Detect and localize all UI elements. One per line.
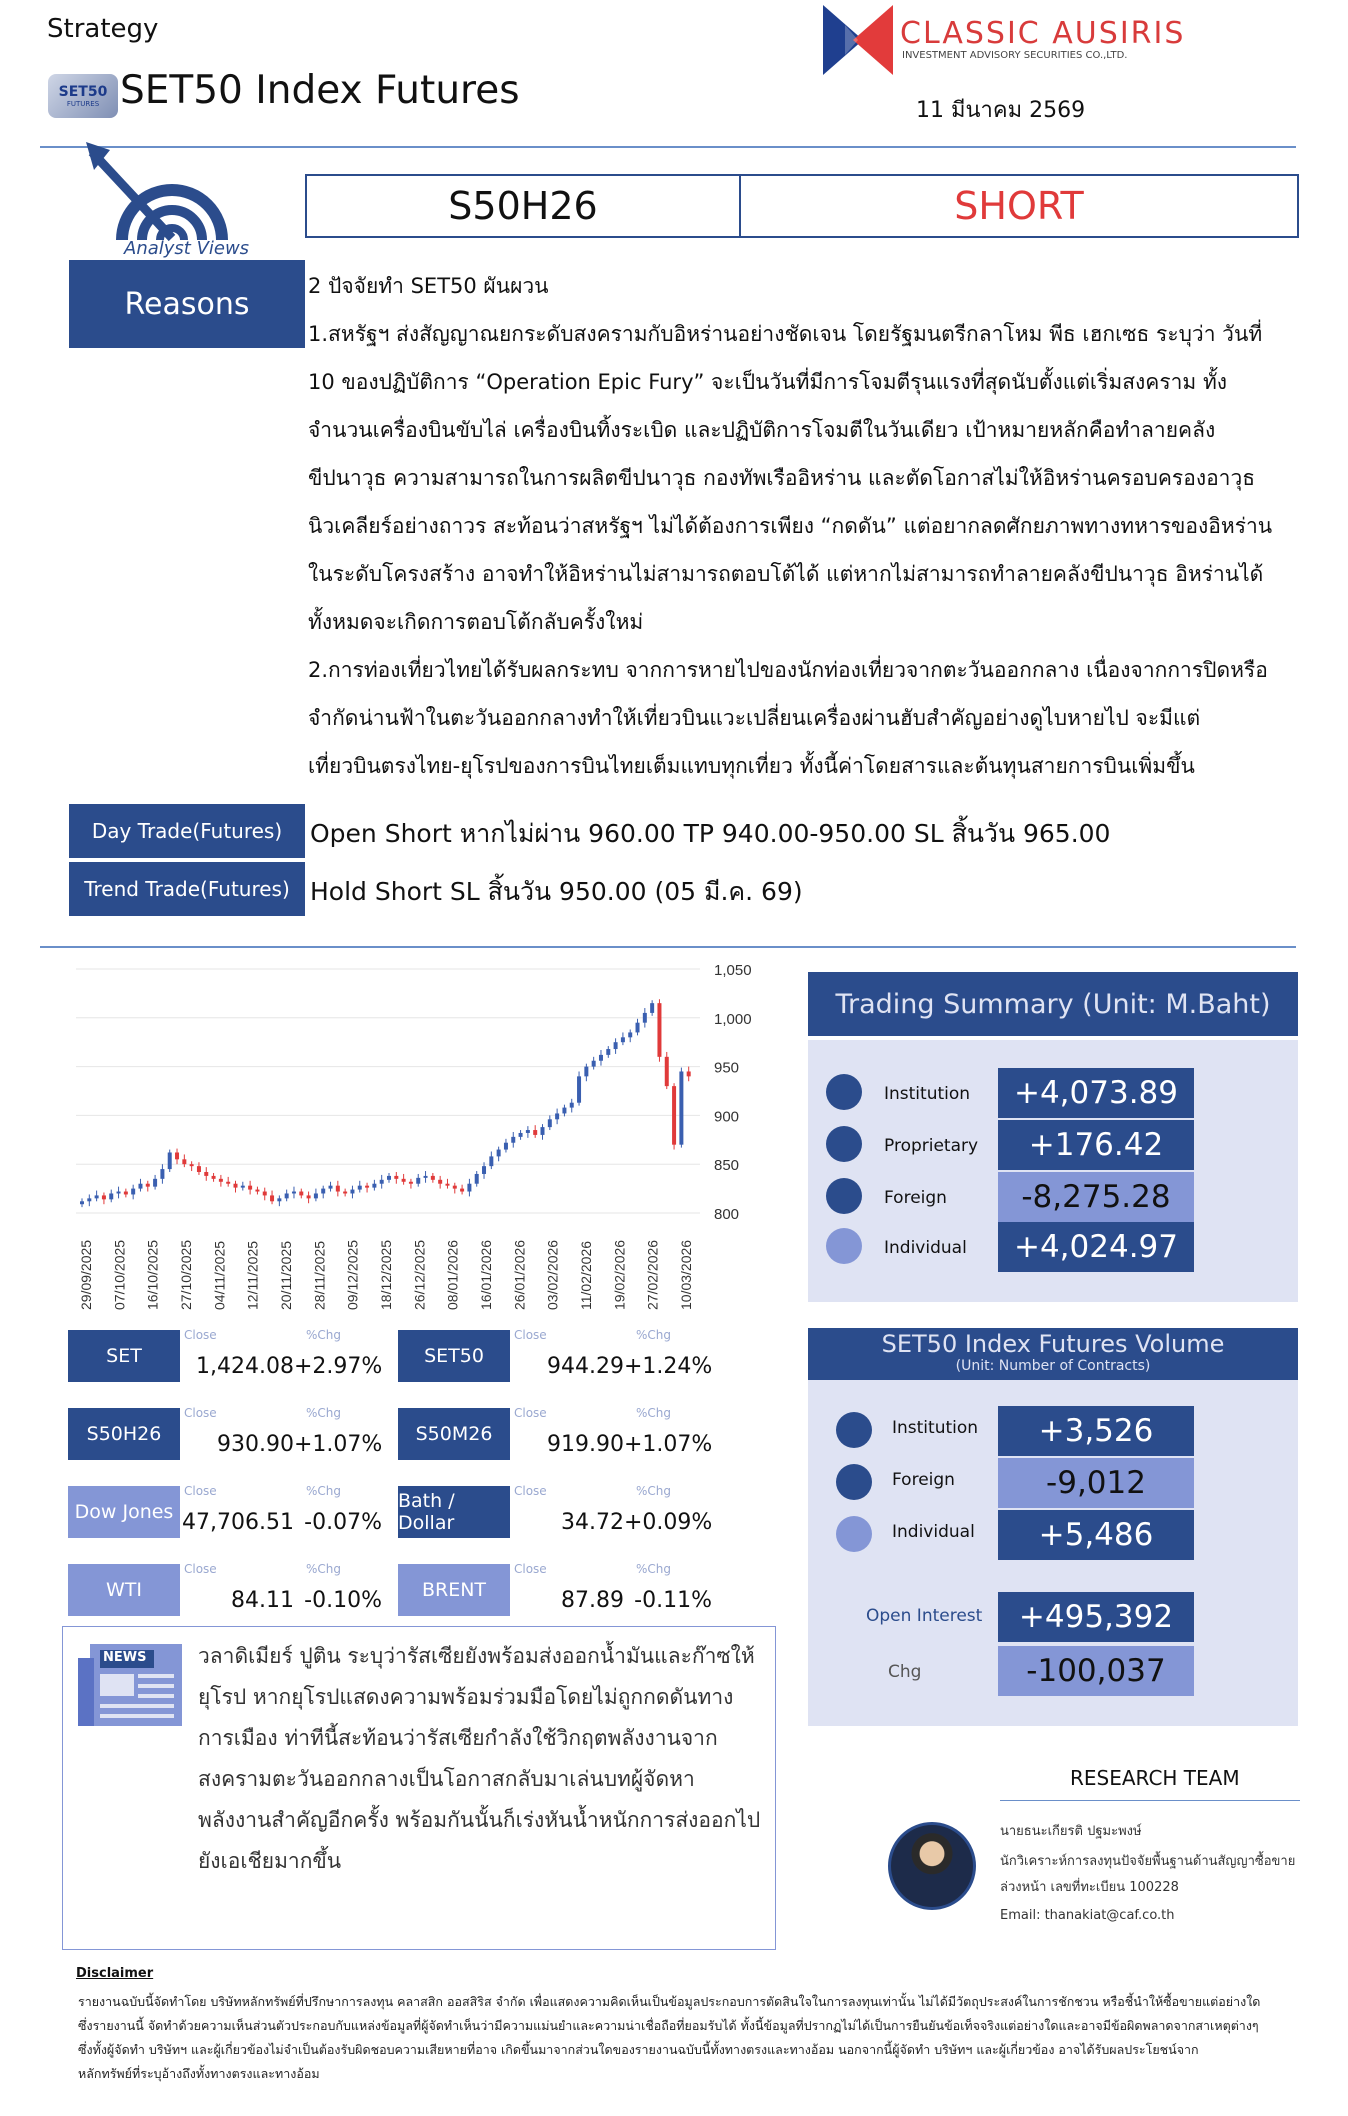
person-icon	[836, 1516, 872, 1552]
disclaimer-line: รายงานฉบับนี้จัดทำโดย บริษัทหลักทรัพย์ที่ปรึกษาการลงทุน คลาสสิก ออสสิริส จำกัด เพื่อแสดงความคิดเห็นเป็นข้อมูลประกอบการตัดสินใจในการลงทุนเท่านั้น ไม่ได้มีวัตถุประสงค์ในการชักชวน หรือชี้นำให้ซื้อขายแต่อย่างใด	[78, 1994, 1261, 2009]
candle-body	[204, 1172, 208, 1176]
candle-body	[343, 1192, 347, 1194]
quote-close-value: 944.29	[547, 1354, 624, 1379]
money-bag-icon	[836, 1464, 872, 1500]
candle-body	[80, 1201, 84, 1204]
y-tick-label: 950	[714, 1059, 740, 1077]
oi-chg-label: Chg	[888, 1662, 922, 1682]
chg-label: %Chg	[636, 1484, 672, 1498]
quote-chg-value: -0.10%	[304, 1588, 382, 1613]
futures-volume-label: Institution	[892, 1418, 979, 1438]
candle-body	[584, 1067, 588, 1077]
analyst-views-label: Analyst Views	[124, 238, 250, 259]
candle-body	[592, 1061, 596, 1067]
reason-line: 10 ของปฏิบัติการ “Operation Epic Fury” จะเป็นวันที่มีการโจมตีรุนแรงที่สุดนับตั้งแต่เริ่มสงคราม ทั้ง	[308, 370, 1228, 394]
futures-volume-value: +5,486	[998, 1510, 1194, 1560]
close-label: Close	[184, 1484, 217, 1498]
chg-label: %Chg	[306, 1406, 342, 1420]
building-icon	[836, 1412, 872, 1448]
futures-volume-value: -9,012	[998, 1458, 1194, 1508]
research-team-title: RESEARCH TEAM	[1070, 1766, 1240, 1790]
candle-body	[219, 1179, 223, 1182]
x-tick-label: 27/10/2025	[178, 1239, 194, 1310]
candle-body	[445, 1184, 449, 1186]
newspaper-icon	[76, 1640, 186, 1730]
open-interest-label: Open Interest	[866, 1606, 983, 1626]
news-badge: NEWS	[103, 1650, 147, 1665]
trading-summary-title: Trading Summary (Unit: M.Baht)	[808, 972, 1298, 1036]
candle-body	[526, 1130, 530, 1133]
candle-body	[358, 1186, 362, 1190]
trading-summary-value: +176.42	[998, 1120, 1194, 1170]
close-label: Close	[514, 1484, 547, 1498]
candle-body	[570, 1103, 574, 1108]
candle-body	[387, 1176, 391, 1180]
candle-body	[182, 1159, 186, 1164]
candle-body	[285, 1193, 289, 1198]
quote-chg-value: +2.97%	[294, 1354, 383, 1379]
disclaimer-line: ซึ่งรายงานนี้ จัดทำด้วยความเห็นส่วนตัวประกอบกับแหล่งข้อมูลที่ผู้จัดทำเห็นว่ามีความแม่นยำและความน่าเชื่อถือที่ยอมรับได้ ทั้งนี้ข้อมูลที่ปรากฏไม่ได้เป็นการยืนยันข้อเท็จจริงแต่อย่างใดและอาจมีข้อผิดพลาดจากสาเหตุต่างๆ	[78, 2018, 1259, 2033]
candle-body	[614, 1042, 618, 1049]
close-label: Close	[184, 1328, 217, 1342]
candle-body	[160, 1169, 164, 1179]
contract-position: SHORT	[954, 184, 1084, 228]
y-tick-label: 1,000	[714, 1010, 752, 1028]
candle-body	[497, 1150, 501, 1157]
candle-body	[533, 1130, 537, 1135]
candle-body	[365, 1186, 369, 1188]
open-interest-value: +495,392	[998, 1592, 1194, 1642]
news-line: ยังเอเชียมากขึ้น	[198, 1849, 342, 1873]
news-line: ยุโรป หากยุโรปแสดงความพร้อมร่วมมือโดยไม่ถูกกดดันทาง	[198, 1685, 734, 1709]
trading-summary-value: +4,024.97	[998, 1222, 1194, 1272]
building-icon	[826, 1074, 862, 1110]
quote-close-value: 87.89	[561, 1588, 624, 1613]
trading-summary-value: +4,073.89	[998, 1068, 1194, 1118]
reason-line: 2 ปัจจัยทำ SET50 ผันผวน	[308, 274, 549, 298]
quote-name-tile: SET	[68, 1330, 180, 1382]
candle-body	[255, 1190, 259, 1192]
trading-summary-value: -8,275.28	[998, 1172, 1194, 1222]
candle-body	[577, 1076, 581, 1102]
candle-body	[117, 1192, 121, 1194]
news-line: วลาดิเมียร์ ปูติน ระบุว่ารัสเซียยังพร้อมส่งออกน้ำมันและก๊าซให้	[198, 1644, 755, 1668]
chg-label: %Chg	[636, 1328, 672, 1342]
quote-name-tile: WTI	[68, 1564, 180, 1616]
page-title: SET50 Index Futures	[120, 68, 520, 113]
analyst-avatar	[888, 1822, 976, 1910]
set50-futures-logo	[48, 74, 118, 118]
quote-close-value: 34.72	[561, 1510, 624, 1535]
x-tick-label: 27/02/2026	[644, 1239, 661, 1310]
reasons-label: Reasons	[69, 260, 305, 348]
candle-body	[212, 1176, 216, 1179]
candle-body	[307, 1195, 311, 1198]
quote-chg-value: -0.11%	[634, 1588, 712, 1613]
candle-body	[380, 1180, 384, 1184]
futures-volume-value: +3,526	[998, 1406, 1194, 1456]
reason-line: ทั้งหมดจะเกิดการตอบโต้กลับครั้งใหม่	[308, 610, 644, 634]
candle-body	[109, 1193, 113, 1199]
candle-body	[350, 1190, 354, 1194]
quote-close-value: 919.90	[547, 1432, 624, 1457]
disclaimer-line: หลักทรัพย์ที่ระบุอ้างถึงทั้งทางตรงและทางอ้อม	[78, 2066, 320, 2081]
reasons-text	[308, 262, 1298, 790]
x-tick-label: 16/01/2026	[478, 1239, 494, 1310]
x-tick-label: 26/12/2025	[411, 1239, 428, 1310]
candle-body	[555, 1113, 559, 1119]
candle-body	[336, 1186, 340, 1192]
set50-candlestick-chart	[70, 955, 790, 1315]
globe-people-icon	[826, 1126, 862, 1162]
candle-body	[241, 1186, 245, 1188]
candle-body	[372, 1184, 376, 1188]
report-date: 11 มีนาคม 2569	[916, 98, 1086, 123]
y-tick-label: 1,050	[714, 962, 752, 979]
chg-label: %Chg	[636, 1562, 672, 1576]
y-tick-label: 900	[714, 1108, 740, 1126]
candle-body	[511, 1137, 515, 1143]
x-tick-label: 19/02/2026	[611, 1239, 628, 1310]
candle-body	[329, 1186, 333, 1189]
candle-body	[636, 1023, 640, 1033]
candle-body	[650, 1003, 654, 1013]
strategy-label: Strategy	[47, 14, 159, 44]
reason-line: ในระดับโครงสร้าง อาจทำให้อิหร่านไม่สามารถตอบโต้ได้ แต่หากไม่สามารถทำลายคลังขีปนาวุธ อิหร่านได้	[308, 562, 1264, 586]
disclaimer-title: Disclaimer	[76, 1966, 154, 1981]
y-tick-label: 850	[714, 1157, 740, 1175]
candle-body	[541, 1127, 545, 1135]
candle-body	[248, 1186, 252, 1190]
candle-body	[190, 1164, 194, 1166]
candle-body	[138, 1184, 142, 1189]
company-sub: INVESTMENT ADVISORY SECURITIES CO.,LTD.	[902, 50, 1128, 61]
candle-body	[314, 1193, 318, 1198]
person-icon	[826, 1228, 862, 1264]
money-bag-icon	[826, 1178, 862, 1214]
candle-body	[599, 1055, 603, 1061]
futures-volume-label: Foreign	[892, 1470, 955, 1490]
reason-line: 2.การท่องเที่ยวไทยได้รับผลกระทบ จากการหายไปของนักท่องเที่ยวจากตะวันออกกลาง เนื่องจากการปิดหรือ	[308, 658, 1268, 682]
candle-body	[621, 1037, 625, 1042]
quote-name-tile: Bath / Dollar	[398, 1486, 510, 1538]
candle-body	[687, 1071, 691, 1076]
candle-body	[548, 1119, 552, 1127]
candle-body	[175, 1152, 179, 1159]
reason-line: จำนวนเครื่องบินขับไล่ เครื่องบินทิ้งระเบิด และปฏิบัติการโจมตีในวันเดียว เป้าหมายหลักคือทำลายคลัง	[308, 418, 1216, 442]
candle-body	[467, 1184, 471, 1192]
quote-chg-value: +0.09%	[624, 1510, 713, 1535]
x-tick-label: 12/11/2025	[244, 1240, 261, 1310]
close-label: Close	[514, 1562, 547, 1576]
candle-body	[475, 1174, 479, 1184]
x-tick-label: 08/01/2026	[444, 1239, 461, 1310]
section-divider	[40, 946, 1296, 948]
x-tick-label: 20/11/2025	[278, 1240, 294, 1310]
trading-summary-label: Individual	[884, 1238, 967, 1258]
candle-body	[153, 1179, 157, 1187]
candle-body	[234, 1184, 238, 1188]
candle-body	[643, 1013, 647, 1023]
candle-body	[226, 1182, 230, 1184]
analyst-email: Email: thanakiat@caf.co.th	[1000, 1908, 1175, 1923]
reason-line: นิวเคลียร์อย่างถาวร สะท้อนว่าสหรัฐฯ ไม่ได้ต้องการเพียง “กดดัน” แต่อยากลดศักยภาพทางทหารของอิหร่าน	[308, 514, 1273, 538]
futures-volume-subtitle: (Unit: Number of Contracts)	[955, 1358, 1151, 1374]
x-tick-label: 07/10/2025	[111, 1239, 128, 1310]
company-name: CLASSIC AUSIRIS	[900, 16, 1186, 51]
futures-volume-header	[808, 1328, 1298, 1380]
analyst-role-1: นักวิเคราะห์การลงทุนปัจจัยพื้นฐานด้านสัญญาซื้อขาย	[1000, 1854, 1296, 1869]
close-label: Close	[184, 1562, 217, 1576]
close-label: Close	[184, 1406, 217, 1420]
candle-body	[299, 1192, 303, 1196]
logo-badge-sub: FUTURES	[66, 100, 100, 108]
candle-body	[168, 1152, 172, 1169]
candle-body	[562, 1108, 566, 1114]
quote-close-value: 930.90	[217, 1432, 294, 1457]
news-text	[198, 1636, 768, 1882]
x-tick-label: 29/09/2025	[78, 1239, 94, 1310]
candle-body	[482, 1166, 486, 1174]
futures-volume-label: Individual	[892, 1522, 975, 1542]
candle-body	[95, 1195, 99, 1198]
quote-chg-value: -0.07%	[304, 1510, 382, 1535]
trend-trade-text: Hold Short SL สิ้นวัน 950.00 (05 มี.ค. 69)	[310, 877, 803, 906]
candle-body	[402, 1179, 406, 1182]
trend-trade-label: Trend Trade(Futures)	[69, 862, 305, 916]
candle-body	[665, 1057, 669, 1086]
quote-name-tile: SET50	[398, 1330, 510, 1382]
trading-summary-label: Proprietary	[884, 1136, 979, 1156]
disclaimer-line: ซึ่งทั้งผู้จัดทำ บริษัทฯ และผู้เกี่ยวข้องไม่จำเป็นต้องรับผิดชอบความเสียหายที่อาจ เกิดขึ้นมาจากส่วนใดของรายงานฉบับนี้ทั้งทางตรงและทางอ้อม นอกจากนี้ผู้จัดทำ บริษัทฯ และผู้เกี่ยวข้อง อาจได้รับผลประโยชน์จาก	[78, 2042, 1199, 2057]
contract-symbol: S50H26	[307, 176, 741, 236]
quote-chg-value: +1.24%	[624, 1354, 713, 1379]
candle-body	[394, 1176, 398, 1179]
candle-body	[679, 1071, 683, 1144]
candle-body	[197, 1166, 201, 1172]
close-label: Close	[514, 1406, 547, 1420]
x-tick-label: 26/01/2026	[511, 1239, 528, 1310]
candle-body	[124, 1192, 128, 1195]
quote-name-tile: S50H26	[68, 1408, 180, 1460]
quote-close-value: 84.11	[231, 1588, 294, 1613]
day-trade-text: Open Short หากไม่ผ่าน 960.00 TP 940.00-950.00 SL สิ้นวัน 965.00	[310, 819, 1111, 848]
close-label: Close	[514, 1328, 547, 1342]
candle-body	[657, 1003, 661, 1057]
reason-line: ขีปนาวุธ ความสามารถในการผลิตขีปนาวุธ กองทัพเรืออิหร่าน และตัดโอกาสไม่ให้อิหร่านครอบครองอาวุธ	[308, 466, 1256, 490]
oi-chg-value: -100,037	[998, 1646, 1194, 1696]
research-divider	[1000, 1800, 1300, 1801]
y-tick-label: 800	[714, 1206, 740, 1223]
news-line: การเมือง ท่าทีนี้สะท้อนว่ารัสเซียกำลังใช้วิกฤตพลังงานจาก	[198, 1726, 718, 1750]
candle-body	[277, 1198, 281, 1201]
x-tick-label: 18/12/2025	[378, 1239, 394, 1310]
candle-body	[438, 1180, 442, 1184]
candle-body	[416, 1178, 420, 1184]
candle-body	[270, 1195, 274, 1201]
x-tick-label: 11/02/2026	[578, 1240, 594, 1310]
x-tick-label: 16/10/2025	[144, 1239, 161, 1310]
news-line: พลังงานสำคัญอีกครั้ง พร้อมกันนั้นก็เร่งหันน้ำหนักการส่งออกไป	[198, 1808, 761, 1832]
x-tick-label: 09/12/2025	[344, 1239, 361, 1310]
chg-label: %Chg	[306, 1484, 342, 1498]
analyst-name: นายธนะเกียรติ ปฐมะพงษ์	[1000, 1824, 1142, 1839]
futures-volume-title: SET50 Index Futures Volume	[881, 1330, 1225, 1358]
candle-body	[263, 1192, 267, 1196]
news-line: สงครามตะวันออกกลางเป็นโอกาสกลับมาเล่นบทผู้จัดหา	[198, 1767, 695, 1791]
candle-body	[131, 1189, 135, 1195]
candle-body	[102, 1195, 106, 1199]
chg-label: %Chg	[306, 1562, 342, 1576]
target-icon	[82, 140, 262, 250]
candle-body	[292, 1192, 296, 1194]
candle-body	[606, 1049, 610, 1055]
candle-body	[146, 1184, 150, 1187]
analyst-role-2: ล่วงหน้า เลขที่ทะเบียน 100228	[1000, 1880, 1179, 1895]
x-tick-label: 28/11/2025	[311, 1240, 328, 1310]
candle-body	[321, 1189, 325, 1194]
reason-line: จำกัดน่านฟ้าในตะวันออกกลางทำให้เที่ยวบินแวะเปลี่ยนเครื่องผ่านฮับสำคัญอย่างดูไบหายไป จะมีแต่	[308, 706, 1201, 730]
trading-summary-label: Institution	[884, 1084, 971, 1104]
day-trade-label: Day Trade(Futures)	[69, 804, 305, 858]
candle-body	[460, 1189, 464, 1192]
quote-close-value: 1,424.08	[196, 1354, 294, 1379]
classic-ausiris-logo-icon	[823, 5, 893, 75]
candle-body	[431, 1176, 435, 1180]
chg-label: %Chg	[306, 1328, 342, 1342]
quote-name-tile: Dow Jones	[68, 1486, 180, 1538]
quote-chg-value: +1.07%	[624, 1432, 713, 1457]
quote-chg-value: +1.07%	[294, 1432, 383, 1457]
candle-body	[424, 1176, 428, 1178]
reason-line: 1.สหรัฐฯ ส่งสัญญาณยกระดับสงครามกับอิหร่านอย่างชัดเจน โดยรัฐมนตรีกลาโหม พีธ เฮกเซธ ระบุว่า วันที่	[308, 322, 1263, 346]
contract-box	[305, 174, 1299, 238]
candle-body	[409, 1182, 413, 1184]
candle-body	[453, 1186, 457, 1189]
reason-line: เที่ยวบินตรงไทย-ยุโรปของการบินไทยเต็มแทบทุกเที่ยว ทั้งนี้ค่าโดยสารและต้นทุนสายการบินเพิ่มขึ้น	[308, 754, 1195, 778]
x-tick-label: 03/02/2026	[544, 1239, 561, 1310]
trading-summary-label: Foreign	[884, 1188, 947, 1208]
candle-body	[504, 1143, 508, 1150]
candle-body	[628, 1032, 632, 1037]
quote-close-value: 47,706.51	[182, 1510, 294, 1535]
quote-name-tile: S50M26	[398, 1408, 510, 1460]
candle-body	[87, 1198, 91, 1201]
x-tick-label: 10/03/2026	[678, 1239, 694, 1310]
logo-badge-top: SET50	[58, 84, 108, 100]
candle-body	[519, 1133, 523, 1137]
chg-label: %Chg	[636, 1406, 672, 1420]
quote-name-tile: BRENT	[398, 1564, 510, 1616]
x-tick-label: 04/11/2025	[211, 1240, 228, 1310]
candle-body	[489, 1156, 493, 1166]
candle-body	[672, 1086, 676, 1145]
